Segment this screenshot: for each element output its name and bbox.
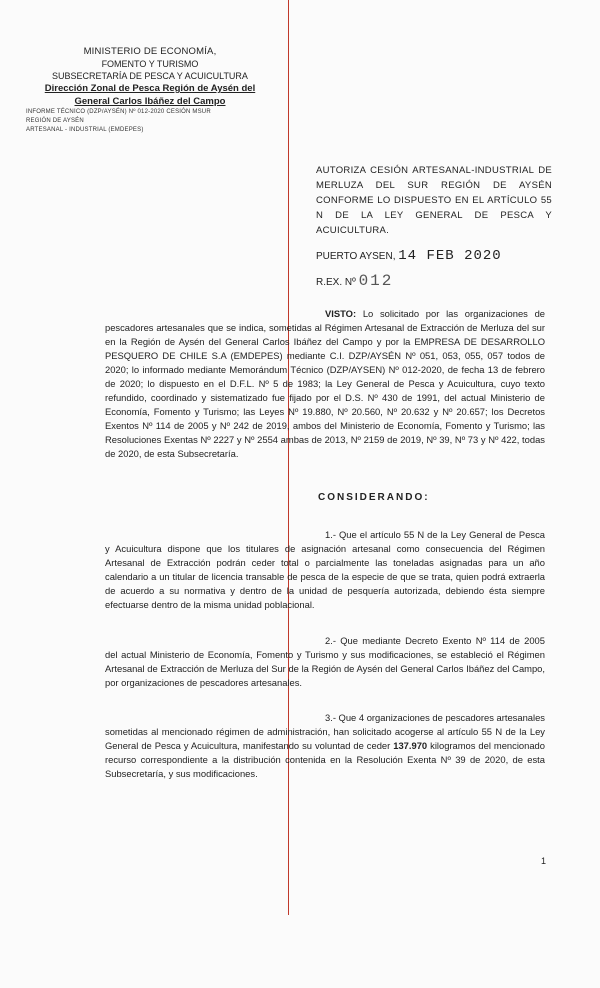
considerando-heading: CONSIDERANDO: — [318, 492, 430, 503]
place-label: PUERTO AYSEN, — [316, 251, 396, 262]
cession-amount: 137.970 — [393, 740, 428, 751]
zonal-direction: Dirección Zonal de Pesca Región de Aysén del — [44, 83, 256, 94]
ministry-name-2: FOMENTO Y TURISMO — [101, 59, 199, 69]
report-ref-region: REGIÓN DE AYSÉN — [26, 118, 84, 124]
ministry-name: MINISTERIO DE ECONOMÍA, — [83, 46, 217, 57]
rex-number: 012 — [358, 272, 394, 290]
visto-paragraph — [105, 307, 545, 461]
rex-label: R.EX. Nº — [316, 277, 356, 288]
visto-lead: VISTO: — [325, 308, 357, 319]
resolution-title: AUTORIZA CESIÓN ARTESANAL-INDUSTRIAL DE MERLUZA DEL SUR REGIÓN DE AYSÉN CONFORME LO DISPUESTO EN EL ARTÍCULO 55 N DE LA LEY GENERAL DE PESCA Y ACUICULTURA. — [316, 165, 552, 236]
date-stamp: 14 FEB 2020 — [398, 248, 502, 264]
considerando-1: 1.- Que el artículo 55 N de la Ley General de Pesca y Acuicultura dispone que los titulares de asignación artesanal como consecuencia del Régimen Artesanal de Extracción podrán ceder total o parcialmente las toneladas asignadas para un año calendario a un titular de licencia transable de pesca de la especie de que se trata, quien podrá extraerla de acuerdo a su normativa y dentro de la unidad de pesquería autorizada, debiendo ésta siempre efectuarse dentro de la misma unidad poblacional. — [105, 529, 545, 610]
letterhead — [20, 46, 280, 135]
considerando-2: 2.- Que mediante Decreto Exento Nº 114 de 2005 del actual Ministerio de Economía, Fomento y Turismo y sus modificaciones, se estableció el Régimen Artesanal de Extracción de Merluza del Sur de la Región de Aysén del General Carlos Ibáñez del Campo, por organizaciones de pescadores artesanales. — [105, 635, 545, 688]
zonal-direction-2: General Carlos Ibáñez del Campo — [74, 96, 226, 107]
considerando-3: 3.- Que 4 organizaciones de pescadores artesanales sometidas al mencionado régimen de administración, han solicitado acogerse al artículo 55 N de la Ley General de Pesca y Acuicultura, manifestando su voluntad de ceder 137.970 kilogramos del mencionado recurso correspondiente a la distribución contenida en la Resolución Exenta Nº 39 de 2020, de esta Subsecretaría, y sus modificaciones. — [105, 712, 545, 779]
report-ref-type: ARTESANAL - INDUSTRIAL (EMDEPES) — [26, 127, 144, 133]
report-ref: INFORME TÉCNICO (DZP/AYSÉN) Nº 012-2020 CESIÓN MSUR — [26, 109, 211, 115]
place-date — [316, 248, 502, 264]
visto-text: Lo solicitado por las organizaciones de pescadores artesanales que se indica, sometidas al Régimen Artesanal de Extracción de Merluza del sur en la Región de Aysén del General Carlos Ibáñez del Campo y por la EMPRESA DE DESARROLLO PESQUERO DE CHILE S.A (EMDEPES) mediante C.I. DZP/AYSÉN Nº 051, 053, 055, 057 todos de 2020; lo informado mediante Memorándum Técnico (DZP/AYSEN) Nº 012-2020, de fecha 13 de febrero de 2020; lo dispuesto en el D.F.L. Nº 5 de 1983; la Ley General de Pesca y Acuicultura, cuyo texto refundido, coordinado y sistematizado fue fijado por el D.S. Nº 430 de 1991, del actual Ministerio de Economía, Fomento y Turismo; las Leyes Nº 19.880, Nº 20.560, Nº 20.632 y Nº 20.657; los Decretos Exentos Nº 114 de 2005 y Nº 242 de 2019, ambos del Ministerio de Economía, Fomento y Turismo; las Resoluciones Exentas Nº 2227 y Nº 2554 ambas de 2013, Nº 2159 de 2019, Nº 39, Nº 73 y Nº 422, todas de 2020, de esta Subsecretaría. — [105, 308, 545, 459]
undersecretariat: SUBSECRETARÍA DE PESCA Y ACUICULTURA — [52, 71, 248, 81]
resolution-number — [316, 272, 393, 290]
page-number: 1 — [541, 856, 547, 866]
